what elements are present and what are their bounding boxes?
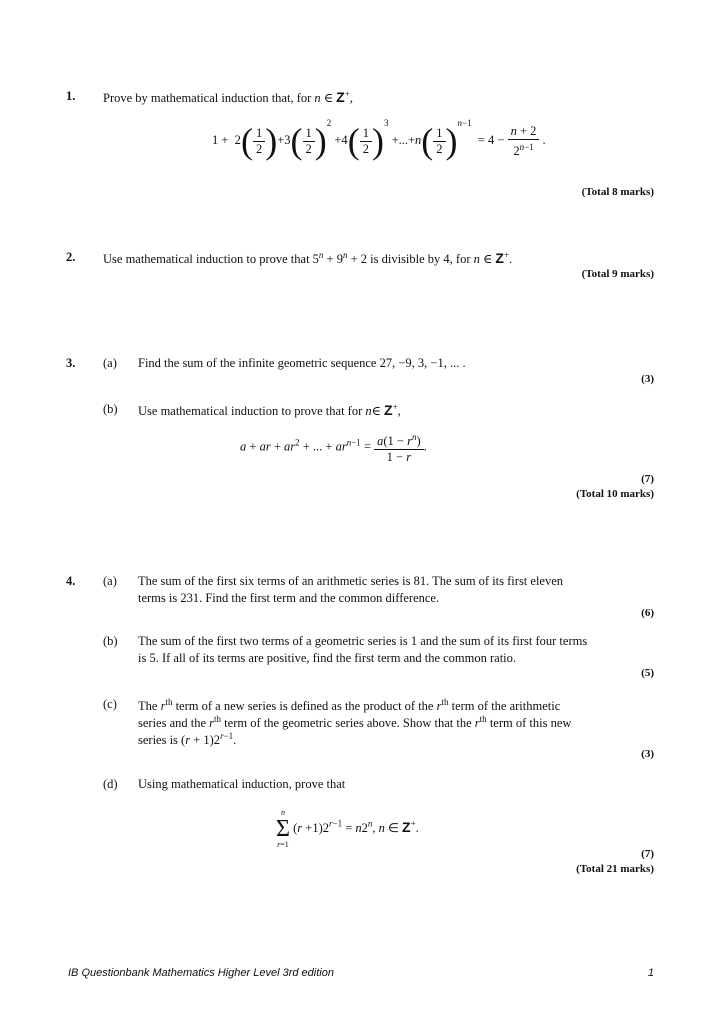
- page-number: 1: [647, 967, 654, 979]
- q4b-line2: is 5. If all of its terms are positive, find the first term and the common ratio.: [138, 651, 517, 665]
- q4b-marks: (5): [641, 667, 654, 679]
- q4c-line3: series is $(r + 1)2^{r-1}$.: [138, 731, 237, 748]
- q4a-label: (a): [103, 574, 117, 588]
- q4-total-marks: (Total 21 marks): [576, 863, 654, 875]
- footer-title: IB Questionbank Mathematics Higher Level 3rd edition: [68, 967, 334, 979]
- q3a-text: Find the sum of the infinite geometric sequence 27, −9, 3, −1, ... .: [138, 356, 466, 370]
- q4c-marks: (3): [641, 748, 654, 760]
- q3-total-marks: (Total 10 marks): [576, 488, 654, 500]
- q4b-line1: The sum of the first two terms of a geometric series is 1 and the sum of its first four terms: [138, 634, 588, 648]
- q4d-text: Using mathematical induction, prove that: [138, 777, 346, 791]
- q3b-equation: a + ar + $ar^2$ + ... + $ar^{n-1}$ = $\frac{a(1 - r^n)}{1 - r}$ .: [240, 432, 427, 465]
- q4c-label: (c): [103, 697, 117, 711]
- q3b-marks: (7): [641, 473, 654, 485]
- q3a-marks: (3): [641, 373, 654, 385]
- q4d-label: (d): [103, 777, 118, 791]
- q4c-line1: The $r^{th}$ term of a new series is defined as the product of the $r^{th}$ term of the arithmetic: [138, 697, 561, 714]
- q4d-equation: n Σ r=1 $(r +1)2^{r-1} = n2^n$, n ∈ Z+.: [276, 808, 419, 849]
- q4a-marks: (6): [641, 607, 654, 619]
- q4d-marks: (7): [641, 848, 654, 860]
- q2-text: Use mathematical induction to prove that $5^n + 9^n + 2$ is divisible by 4, for n ∈ Z+.: [103, 250, 513, 267]
- q3b-label: (b): [103, 402, 118, 416]
- q1-text: Prove by mathematical induction that, for n ∈ Z+,: [103, 89, 353, 106]
- q2-total-marks: (Total 9 marks): [581, 268, 654, 280]
- q1-total-marks: (Total 8 marks): [581, 186, 654, 198]
- q1-equation: 1 + 2( $\frac{1}{2}$ )+3( $\frac{1}{2}$ )$^2$ +4( $\frac{1}{2}$ )$^3$ +...+n( $\frac{1}{2}$ )$^{n-1}$ = 4 − $\frac{n + 2}{2^{n-1}}$ .: [212, 118, 546, 162]
- q4b-label: (b): [103, 634, 118, 648]
- q3a-label: (a): [103, 356, 117, 370]
- q1-number: 1.: [66, 89, 76, 103]
- q4-number: 4.: [66, 574, 76, 588]
- q4a-line1: The sum of the first six terms of an arithmetic series is 81. The sum of its first eleven: [138, 574, 564, 588]
- q2-number: 2.: [66, 250, 76, 264]
- q4c-line2: series and the $r^{th}$ term of the geometric series above. Show that the $r^{th}$ term of this new: [138, 714, 572, 731]
- q3b-text: Use mathematical induction to prove that for n∈ Z+,: [138, 402, 401, 419]
- q3-number: 3.: [66, 356, 76, 370]
- q4a-line2: terms is 231. Find the first term and the common difference.: [138, 591, 440, 605]
